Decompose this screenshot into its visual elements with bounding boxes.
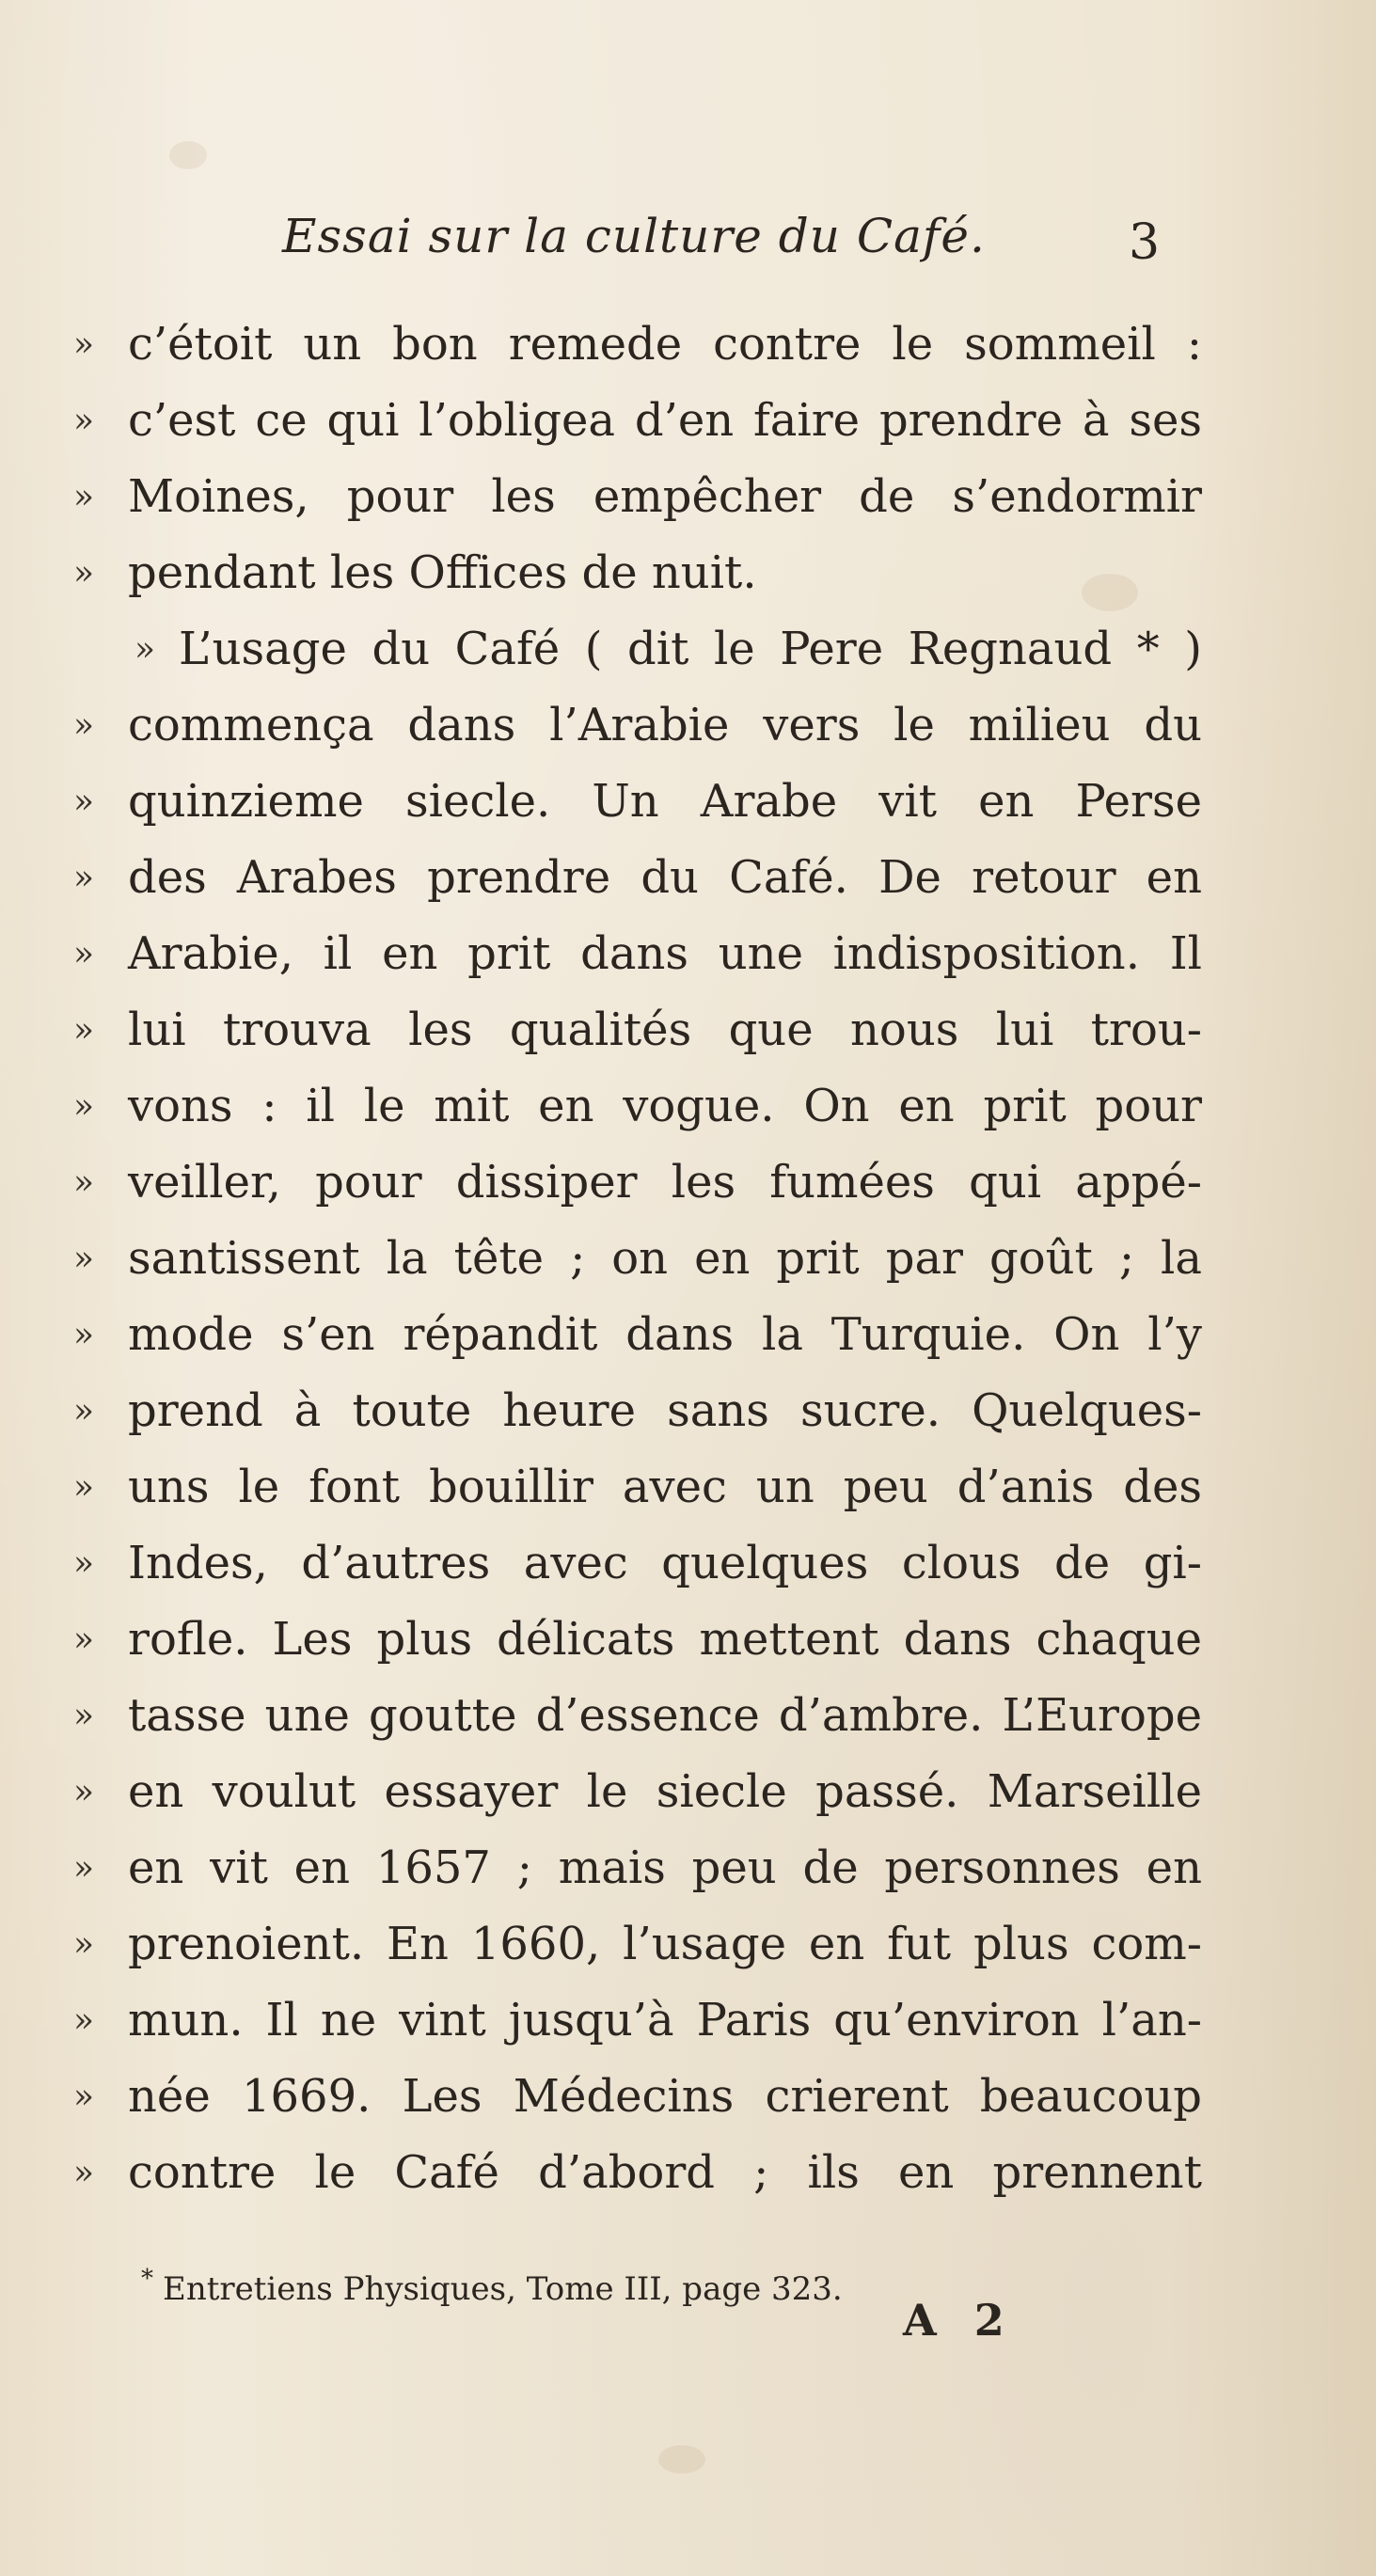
line-text: prend à toute heure sans sucre. Quelques- [128, 1384, 1202, 1437]
line-text: santissent la tête ; on en prit par goût ; la [128, 1232, 1202, 1285]
line-text: L’usage du Café ( dit le Pere Regnaud * ) [179, 623, 1202, 675]
line-text: Arabie, il en prit dans une indisposition. Il [128, 927, 1202, 980]
quote-mark: » [73, 1849, 95, 1888]
page-number: 3 [1129, 214, 1161, 271]
text-line [73, 459, 1202, 535]
line-text: commença dans l’Arabie vers le milieu du [128, 699, 1202, 751]
quote-mark: » [73, 2154, 95, 2192]
quote-mark: » [73, 782, 95, 821]
text-line [73, 916, 1202, 992]
quote-mark: » [73, 2078, 95, 2116]
quote-mark: » [73, 935, 95, 973]
line-text: rofle. Les plus délicats mettent dans chaque [128, 1613, 1202, 1666]
quote-mark: » [73, 1544, 95, 1583]
line-text: lui trouva les qualités que nous lui trou- [128, 1004, 1202, 1056]
text-line [73, 1830, 1202, 1906]
text-line [73, 1297, 1202, 1373]
text-line [73, 1449, 1202, 1525]
line-text: prenoient. En 1660, l’usage en fut plus com- [128, 1918, 1202, 1970]
quote-mark: » [73, 1620, 95, 1659]
text-line [73, 383, 1202, 459]
text-line [73, 1525, 1202, 1602]
quote-mark: » [73, 2001, 95, 2040]
footnote-text: Entretiens Physiques, Tome III, page 323. [163, 2270, 843, 2308]
quote-mark: » [73, 1925, 95, 1964]
text-line [73, 1678, 1202, 1754]
quote-mark: » [73, 325, 95, 364]
line-text: née 1669. Les Médecins crierent beaucoup [128, 2070, 1202, 2123]
line-text: en vit en 1657 ; mais peu de personnes en [128, 1841, 1202, 1894]
text-line [73, 1221, 1202, 1297]
line-text: Moines, pour les empêcher de s’endormir [128, 470, 1202, 523]
text-line [73, 1602, 1202, 1678]
foxing-spot [169, 141, 207, 169]
line-text: tasse une goutte d’essence d’ambre. L’Europe [128, 1689, 1202, 1742]
line-text: mode s’en répandit dans la Turquie. On l’y [128, 1308, 1202, 1361]
signature-mark: A 2 [903, 2295, 1016, 2346]
quote-mark: » [73, 1087, 95, 1126]
line-text: contre le Café d’abord ; ils en prennent [128, 2146, 1202, 2199]
text-line [73, 1754, 1202, 1830]
quote-mark: » [134, 630, 156, 669]
line-text: veiller, pour dissiper les fumées qui appé- [128, 1156, 1202, 1209]
text-line [73, 611, 1202, 687]
line-text: pendant les Offices de nuit. [128, 546, 757, 599]
quote-mark: » [73, 402, 95, 440]
quote-mark: » [73, 1773, 95, 1811]
quote-mark: » [73, 706, 95, 745]
quote-mark: » [73, 554, 95, 593]
quote-mark: » [73, 1163, 95, 1202]
text-line [73, 1983, 1202, 2059]
text-line [73, 2135, 1202, 2211]
text-line [73, 1145, 1202, 1221]
line-text: des Arabes prendre du Café. De retour en [128, 851, 1202, 904]
line-text: Indes, d’autres avec quelques clous de gi- [128, 1537, 1202, 1589]
quote-mark: » [73, 478, 95, 516]
line-text: uns le font bouillir avec un peu d’anis des [128, 1461, 1202, 1513]
quote-mark: » [73, 1011, 95, 1050]
quote-mark: » [73, 1392, 95, 1430]
text-line [73, 1373, 1202, 1449]
text-line [73, 307, 1202, 383]
line-text: c’étoit un bon remede contre le sommeil : [128, 318, 1202, 371]
line-text: mun. Il ne vint jusqu’à Paris qu’environ l’an- [128, 1994, 1202, 2047]
text-line [73, 764, 1202, 840]
text-line [73, 535, 1202, 611]
foxing-spot [658, 2445, 705, 2473]
footnote [141, 2265, 843, 2308]
text-line [73, 1906, 1202, 1983]
text-line [73, 992, 1202, 1068]
quote-mark: » [73, 1697, 95, 1735]
body-text [73, 307, 1202, 2211]
footnote-mark: * [141, 2265, 153, 2293]
running-head [0, 209, 1376, 275]
line-text: c’est ce qui l’obligea d’en faire prendre à ses [128, 394, 1202, 447]
quote-mark: » [73, 1468, 95, 1507]
line-text: en voulut essayer le siecle passé. Marseille [128, 1765, 1202, 1818]
text-line [73, 1068, 1202, 1145]
quote-mark: » [73, 1240, 95, 1278]
line-text: vons : il le mit en vogue. On en prit pour [128, 1080, 1202, 1132]
quote-mark: » [73, 859, 95, 897]
text-line [73, 2059, 1202, 2135]
line-text: quinzieme siecle. Un Arabe vit en Perse [128, 775, 1202, 828]
running-title: Essai sur la culture du Café. [282, 209, 986, 263]
quote-mark: » [73, 1316, 95, 1354]
text-line [73, 687, 1202, 764]
text-line [73, 840, 1202, 916]
